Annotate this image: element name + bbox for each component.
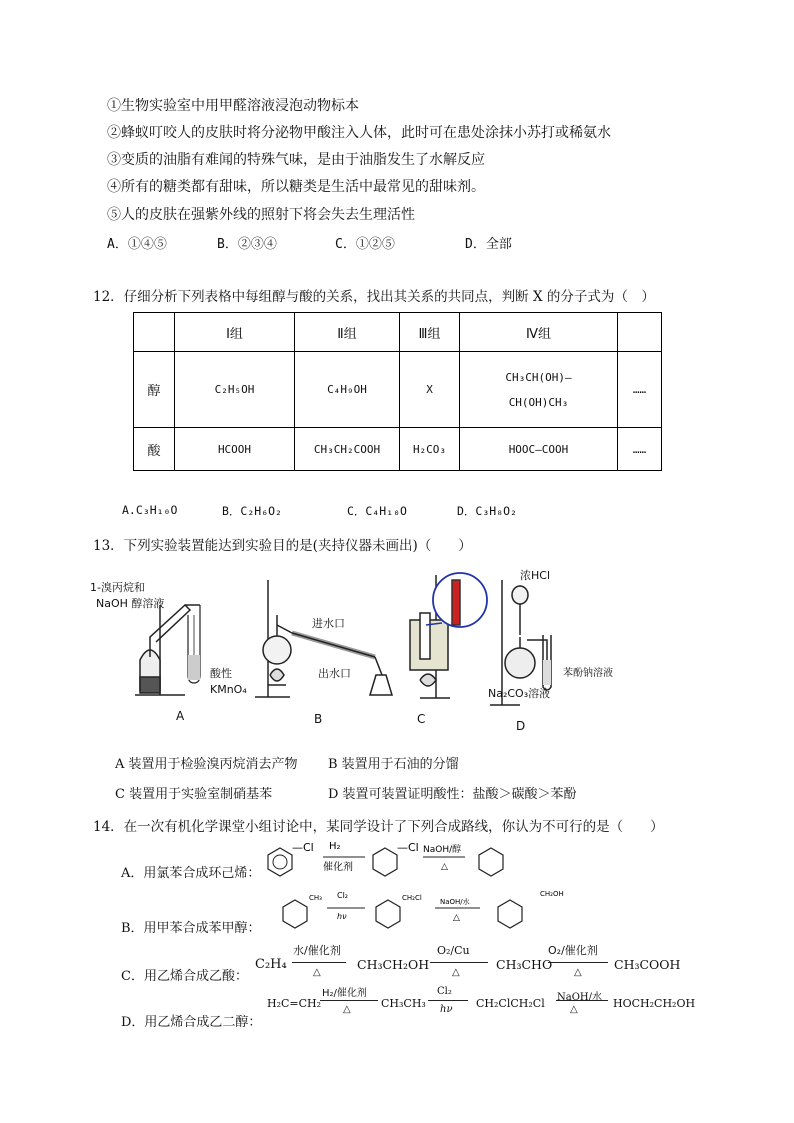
d-c3: NaOH/水 [557,992,602,1003]
q12-alcohol-2: C₄H₉OH [295,352,400,428]
d-c1: H₂/催化剂 [322,988,367,999]
q12-header-group-3: Ⅲ组 [400,313,460,352]
c-d1: △ [313,967,321,978]
b-ch2cl: CH₂Cl [402,894,422,902]
d-s1: CH₃CH₃ [381,997,426,1010]
d-s0: H₂C=CH₂ [267,997,322,1010]
b-c2: NaOH/水 [440,898,470,906]
q12-alcohol-more: …… [618,352,662,428]
q12-header-group-4: Ⅳ组 [460,313,618,352]
label-a2: NaOH 醇溶液 [96,597,165,610]
cyclohexane-ring-icon [373,848,397,876]
q12-option-c: C．C₄H₁₀O [347,504,407,518]
c-c1: 水/催化剂 [293,944,341,957]
label-a4: KMnO₄ [210,683,247,696]
q12-acid-2: CH₃CH₂COOH [295,428,400,471]
label-d1: 浓HCl [520,569,551,582]
c-s0: C₂H₄ [255,957,287,972]
c-d2: △ [452,967,460,978]
q14-stem: 14．在一次有机化学课堂小组讨论中，某同学设计了下列合成路线，你认为不可行的是（ ） [93,819,664,835]
q14-a-label: A．用氯苯合成环己烯： [121,866,261,881]
q12-alcohol-4-line1: CH₃CH(OH)— [505,370,572,384]
b-cl2: Cl₂ [337,891,349,900]
label-A: A [176,709,185,723]
q12-alcohol-3: X [400,352,460,428]
q12-acid-3: H₂CO₃ [400,428,460,471]
d-s2: CH₂ClCH₂Cl [476,997,545,1010]
q13-option-c: C 装置用于实验室制硝基苯 [115,787,273,802]
arrow-c3 [548,962,608,963]
a-d: △ [441,862,448,872]
label-a3: 酸性 [210,667,232,680]
q12-alcohol-4-line2: CH(OH)CH₃ [508,395,569,409]
q12-header-group-2: Ⅱ组 [295,313,400,352]
c-s3: CH₃COOH [614,957,681,972]
q12-header-more [618,313,662,352]
arrow-d3 [556,1000,608,1001]
q13-apparatus-figure [90,565,620,740]
q12-header-empty [134,313,175,352]
q11-item-5: ⑤人的皮肤在强紫外线的照射下将会失去生理活性 [107,207,415,223]
label-d3: Na₂CO₃溶液 [488,687,551,700]
q11-option-b: B．②③④ [217,237,277,252]
q12-option-d: D．C₃H₈O₂ [457,504,517,518]
q14-d-label: D．用乙烯合成乙二醇： [121,1015,262,1030]
q12-option-a: A.C₃H₁₀O [122,503,178,517]
arrow-c2 [430,962,488,963]
q11-option-d: D．全部 [465,237,512,252]
q12-alcohol-4 [460,352,618,428]
label-D: D [516,719,526,733]
q14-a-route [265,838,515,883]
arrow-d1 [320,1000,378,1001]
q13-option-a: A 装置用于检验溴丙烷消去产物 [115,757,298,772]
d-d3: △ [570,1004,578,1015]
q11-item-1: ①生物实验室中用甲醛溶液浸泡动物标本 [107,98,359,114]
c-s1: CH₃CH₂OH [357,957,430,972]
c-c2: O₂/Cu [437,944,470,957]
c-d3: △ [574,967,582,978]
b-d: △ [453,913,460,923]
q12-acid-more: …… [618,428,662,471]
q13-option-b: B 装置用于石油的分馏 [328,757,459,772]
label-C: C [417,712,426,726]
a-h2: H₂ [329,841,341,852]
apparatus-a [135,605,200,695]
q11-option-c: C．①②⑤ [335,237,395,252]
q12-header-group-1: Ⅰ组 [175,313,295,352]
q12-row-alcohol-label: 醇 [134,352,175,428]
a-r1: —Cl [292,841,314,854]
benzyl-alcohol-ring-icon [498,900,522,928]
q11-item-3: ③变质的油脂有难闻的特殊气味，是由于油脂发生了水解反应 [107,152,485,168]
a-c2: NaOH/醇 [423,845,462,855]
label-a1: 1-溴丙烷和 [90,581,145,594]
a-r2: —Cl [397,841,419,854]
d-d1: △ [343,1004,351,1015]
q12-option-b: B．C₂H₆O₂ [222,504,282,518]
label-b1: 进水口 [312,617,345,630]
arrow-d2 [428,1000,468,1001]
d-hv: hν [440,1004,453,1015]
q12-stem: 12．仔细分析下列表格中每组醇与酸的关系，找出其关系的共同点，判断 X 的分子式为（ ） [93,289,655,305]
q12-alcohol-1: C₂H₅OH [175,352,295,428]
benzyl-chloride-ring-icon [376,900,400,928]
label-d2: 苯酚钠溶液 [563,668,613,679]
q14-c-label: C．用乙烯合成乙酸： [121,969,248,984]
q14-b-label: B．用甲苯合成苯甲醇： [121,921,261,936]
apparatus-c [410,573,487,698]
q12-acid-4: HOOC—COOH [460,428,618,471]
q12-row-acid-label: 酸 [134,428,175,471]
q14-b-route [265,888,585,933]
d-s3: HOCH₂CH₂OH [613,997,696,1010]
b-ch3: CH₃ [309,894,322,902]
arrow-c1 [292,962,346,963]
q12-table [133,312,662,471]
c-c3: O₂/催化剂 [548,944,598,957]
b-ch2oh: CH₂OH [540,890,564,898]
toluene-ring-icon [283,900,307,928]
c-s2: CH₃CHO [496,957,553,972]
a-cat: 催化剂 [323,862,353,873]
b-hv: hν [337,912,347,921]
q12-acid-1: HCOOH [175,428,295,471]
q11-option-a: A．①④⑤ [107,237,167,252]
cyclohexene-ring-icon [479,848,503,876]
q13-stem: 13．下列实验装置能达到实验目的是(夹持仪器未画出)（ ） [93,538,472,554]
q11-item-4: ④所有的糖类都有甜味，所以糖类是生活中最常见的甜味剂。 [107,179,485,195]
label-b2: 出水口 [318,667,351,680]
benzene-ring-icon [268,848,292,876]
aromatic-circle [273,855,287,869]
q13-option-d: D 装置可装置证明酸性：盐酸＞碳酸＞苯酚 [328,787,577,802]
q11-item-2: ②蜂蚁叮咬人的皮肤时将分泌物甲酸注入人体，此时可在患处涂抹小苏打或稀氨水 [107,125,611,141]
label-B: B [314,712,323,726]
d-c2: Cl₂ [437,986,452,997]
